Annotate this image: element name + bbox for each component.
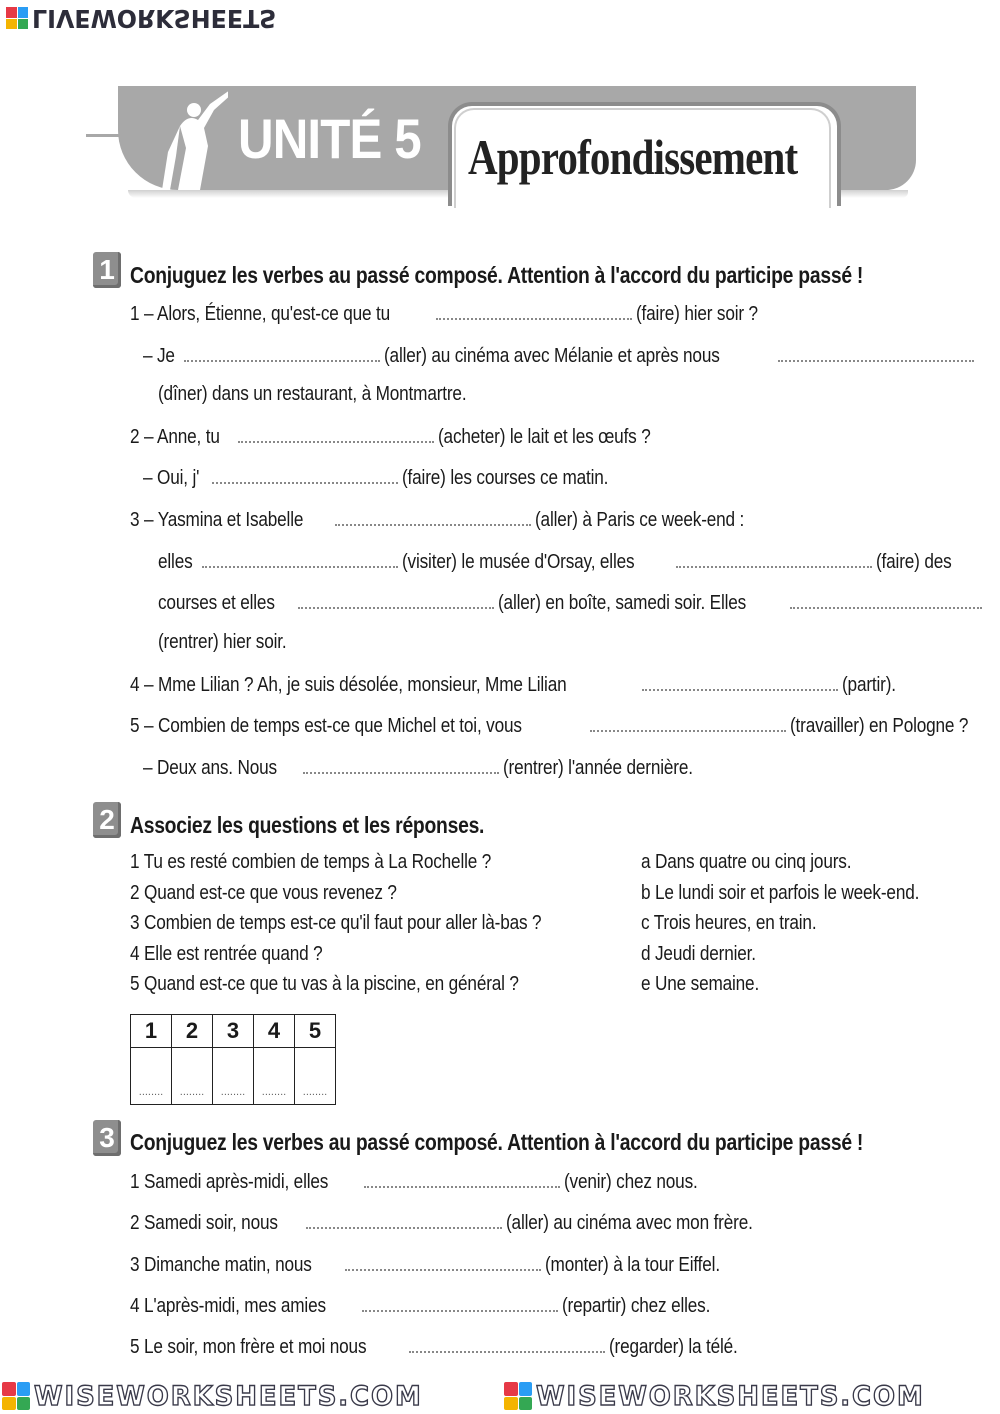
liveworksheets-watermark — [6, 4, 289, 32]
ex3-line-5: 5 Le soir, mon frère et moi nous (regarder) la télé. — [130, 1333, 758, 1359]
answer-blank[interactable] — [790, 589, 982, 609]
answer-c: c Trois heures, en train. — [641, 912, 817, 934]
question-2: 2 Quand est-ce que vous revenez ? — [130, 882, 397, 904]
ex1-line-4: 2 – Anne, tu (acheter) le lait et les œufs ? — [130, 423, 686, 449]
ex1-line-6: 3 – Yasmina et Isabelle (aller) à Paris ce week-end : — [130, 506, 779, 532]
matching-answer-grid — [130, 1014, 336, 1105]
ex1-line-12: – Deux ans. Nous (rentrer) l'année dernière. — [143, 754, 724, 780]
wiseworksheets-watermark — [504, 1378, 941, 1414]
grid-header-3: 3 — [213, 1015, 254, 1048]
ex3-line-3: 3 Dimanche matin, nous (monter) à la tour Eiffel. — [130, 1251, 749, 1277]
liveworksheets-logo-icon — [6, 7, 28, 29]
exercise-1-title: Conjuguez les verbes au passé composé. Attention à l'accord du participe passé ! — [130, 262, 864, 288]
answer-blank[interactable] — [642, 671, 838, 691]
question-4: 4 Elle est rentrée quand ? — [130, 943, 323, 965]
ex3-line-4: 4 L'après-midi, mes amies (repartir) chez elles. — [130, 1292, 734, 1318]
unit-header-banner — [118, 86, 916, 196]
grid-answer-cell[interactable]: ........ — [213, 1048, 254, 1105]
grid-answer-cell[interactable]: ........ — [131, 1048, 172, 1105]
athlete-figure-icon — [138, 86, 228, 190]
answer-d: d Jeudi dernier. — [641, 943, 756, 965]
answer-blank[interactable] — [345, 1251, 541, 1271]
grid-header-1: 1 — [131, 1015, 172, 1048]
answer-blank[interactable] — [212, 464, 398, 484]
answer-blank[interactable] — [676, 548, 872, 568]
answer-blank[interactable] — [184, 342, 380, 362]
unit-title: UNITÉ 5 — [238, 107, 421, 170]
ex1-line-2: – Je (aller) au cinéma avec Mélanie et après nous — [143, 342, 978, 368]
grid-answer-cell[interactable]: ........ — [295, 1048, 336, 1105]
answer-blank[interactable] — [590, 712, 786, 732]
grid-header-2: 2 — [172, 1015, 213, 1048]
exercise-1-number: 1 — [93, 252, 121, 288]
wiseworksheets-logo-icon — [504, 1382, 532, 1410]
ex1-line-1: 1 – Alors, Étienne, qu'est-ce que tu (faire) hier soir ? — [130, 300, 778, 326]
grid-header-5: 5 — [295, 1015, 336, 1048]
unit-subtitle: Approfondissement — [468, 129, 798, 185]
wiseworksheets-watermark — [2, 1378, 439, 1414]
answer-blank[interactable] — [298, 589, 494, 609]
ex1-line-7: elles (visiter) le musée d'Orsay, elles (faire) des — [158, 548, 964, 574]
answer-blank[interactable] — [202, 548, 398, 568]
answer-a: a Dans quatre ou cinq jours. — [641, 851, 852, 873]
wiseworksheets-text: WISEWORKSHEETS.COM — [536, 1380, 925, 1412]
ex3-line-1: 1 Samedi après-midi, elles (venir) chez nous. — [130, 1168, 720, 1194]
wiseworksheets-text: WISEWORKSHEETS.COM — [34, 1380, 423, 1412]
answer-blank[interactable] — [409, 1333, 605, 1353]
question-5: 5 Quand est-ce que tu vas à la piscine, en général ? — [130, 973, 519, 995]
exercise-3-title: Conjuguez les verbes au passé composé. Attention à l'accord du participe passé ! — [130, 1129, 864, 1155]
answer-blank[interactable] — [364, 1168, 560, 1188]
answer-blank[interactable] — [335, 506, 531, 526]
exercise-3-number: 3 — [93, 1120, 121, 1156]
exercise-2-title: Associez les questions et les réponses. — [130, 812, 485, 838]
exercise-2-number: 2 — [93, 802, 121, 838]
ex1-line-10: 4 – Mme Lilian ? Ah, je suis désolée, monsieur, Mme Lilian (partir). — [130, 671, 904, 697]
ex3-line-2: 2 Samedi soir, nous (aller) au cinéma avec mon frère. — [130, 1209, 793, 1235]
answer-blank[interactable] — [303, 754, 499, 774]
answer-b: b Le lundi soir et parfois le week-end. — [641, 882, 920, 904]
ex1-line-3: (dîner) dans un restaurant, à Montmartre. — [158, 383, 467, 405]
grid-answer-cell[interactable]: ........ — [254, 1048, 295, 1105]
wiseworksheets-logo-icon — [2, 1382, 30, 1410]
answer-blank[interactable] — [436, 300, 632, 320]
ex1-line-8: courses et elles (aller) en boîte, samedi soir. Elles — [158, 589, 986, 615]
ex1-line-5: – Oui, j' (faire) les courses ce matin. — [143, 464, 642, 490]
answer-blank[interactable] — [362, 1292, 558, 1312]
answer-blank[interactable] — [238, 423, 434, 443]
grid-header-4: 4 — [254, 1015, 295, 1048]
grid-answer-cell[interactable]: ........ — [172, 1048, 213, 1105]
liveworksheets-text: LIVEWORKSHEETS — [32, 3, 277, 33]
ex1-line-9: (rentrer) hier soir. — [158, 631, 287, 653]
answer-blank[interactable] — [778, 342, 974, 362]
question-1: 1 Tu es resté combien de temps à La Rochelle ? — [130, 851, 492, 873]
answer-e: e Une semaine. — [641, 973, 760, 995]
question-3: 3 Combien de temps est-ce qu'il faut pour aller là-bas ? — [130, 912, 542, 934]
answer-blank[interactable] — [306, 1209, 502, 1229]
ex1-line-11: 5 – Combien de temps est-ce que Michel et toi, vous (travailler) en Pologne ? — [130, 712, 997, 738]
